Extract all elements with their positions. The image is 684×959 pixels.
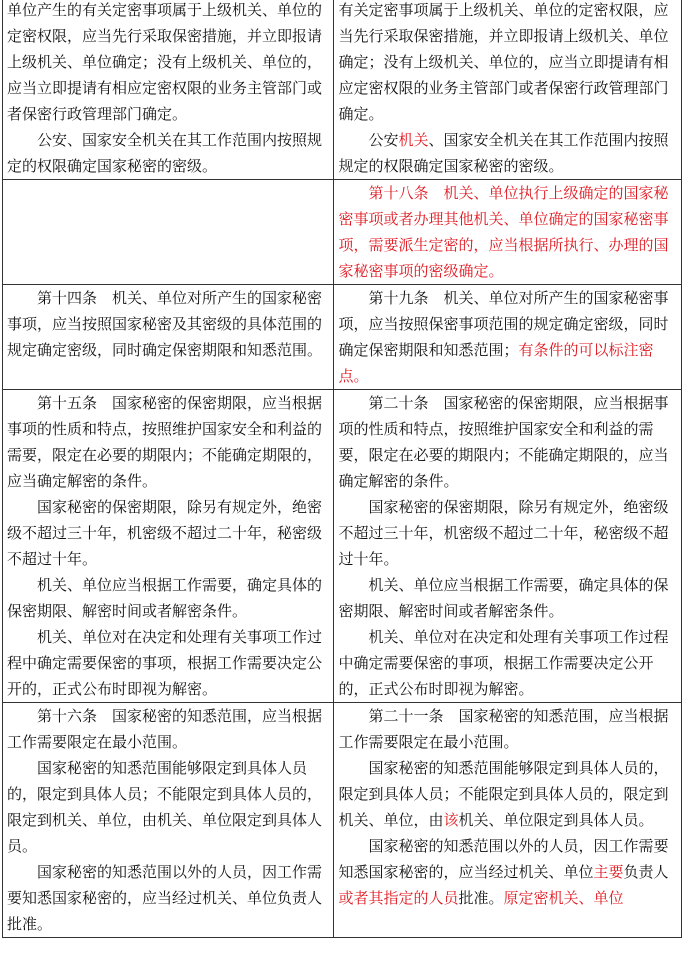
- article-paragraph: [7, 390, 329, 494]
- article-paragraph: [338, 180, 677, 284]
- amended-text: 或者其指定的人员: [338, 889, 459, 907]
- amended-text: 第十八条 机关、单位执行上级确定的国家秘密事项或者办理其他机关、单位确定的国家秘密事项，需要派生定密的，应当根据所执行、办理的国家秘密事项的密级确定。: [338, 184, 669, 280]
- paragraph-text: 机关、单位限定到具体人员。: [458, 811, 654, 829]
- paragraph-text: 单位产生的有关定密事项属于上级机关、单位的定密权限，应当先行采取保密措施，并立即报请上级机关、单位确定；没有上级机关、单位的，应当立即提请有相应定密权限的业务主管部门或者保密行政管理部门确定。: [7, 1, 323, 123]
- article-paragraph: [338, 0, 677, 127]
- paragraph-text: 国家秘密的知悉范围以外的人员，因工作需要知悉国家秘密的，应当经过机关、单位: [338, 837, 669, 881]
- article-paragraph: [7, 703, 329, 755]
- amended-text: 该: [443, 811, 459, 829]
- paragraph-text: 第二十一条 国家秘密的知悉范围，应当根据工作需要限定在最小范围。: [338, 707, 669, 751]
- table-row: [3, 390, 682, 703]
- table-row: [3, 0, 682, 180]
- paragraph-text: 、国家安全机关在其工作范围内按照规定的权限确定国家秘密的密级。: [338, 131, 669, 175]
- article-paragraph: [338, 285, 677, 389]
- new-text-cell: [334, 180, 682, 285]
- article-paragraph: [7, 755, 329, 859]
- new-text-cell: [334, 390, 682, 703]
- paragraph-text: 负责人: [623, 863, 669, 881]
- paragraph-text: 机关、单位对在决定和处理有关事项工作过程中确定需要保密的事项，根据工作需要决定公开的，正式公布时即视为解密。: [338, 628, 669, 698]
- table-row: [3, 180, 682, 285]
- old-text-cell: [3, 390, 334, 703]
- article-paragraph: [338, 390, 677, 494]
- paragraph-text: 国家秘密的保密期限，除另有规定外，绝密级不超过三十年，机密级不超过二十年，秘密级不超过十年。: [338, 498, 669, 568]
- paragraph-text: 国家秘密的保密期限，除另有规定外，绝密级不超过三十年，机密级不超过二十年，秘密级不超过十年。: [7, 498, 323, 568]
- paragraph-text: 第十四条 机关、单位对所产生的国家秘密事项，应当按照国家秘密及其密级的具体范围的规定确定密级，同时确定保密期限和知悉范围。: [7, 289, 323, 359]
- paragraph-text: 第十六条 国家秘密的知悉范围，应当根据工作需要限定在最小范围。: [7, 707, 323, 751]
- article-paragraph: [7, 494, 329, 572]
- article-paragraph: [338, 572, 677, 624]
- paragraph-text: 机关、单位对在决定和处理有关事项工作过程中确定需要保密的事项，根据工作需要决定公开的，正式公布时即视为解密。: [7, 628, 323, 698]
- old-text-cell: [3, 703, 334, 938]
- old-text-cell: [3, 0, 334, 180]
- amended-text: 机关: [398, 131, 429, 149]
- amended-text: 有条件的可以标注密点。: [338, 341, 654, 385]
- article-paragraph: [338, 127, 677, 179]
- article-paragraph: [7, 572, 329, 624]
- paragraph-text: 国家秘密的知悉范围能够限定到具体人员的，限定到具体人员；不能限定到具体人员的，限定到机关、单位，由: [338, 759, 669, 829]
- new-text-cell: [334, 0, 682, 180]
- paragraph-text: 机关、单位应当根据工作需要，确定具体的保密期限、解密时间或者解密条件。: [7, 576, 323, 620]
- article-paragraph: [338, 755, 677, 833]
- new-text-cell: [334, 285, 682, 390]
- article-paragraph: [338, 494, 677, 572]
- amended-text: 原定密机关、单位: [503, 889, 624, 907]
- law-comparison-table: [2, 0, 682, 938]
- table-body: [3, 0, 682, 938]
- amended-text: 主要: [593, 863, 624, 881]
- paragraph-text: 国家秘密的知悉范围能够限定到具体人员的，限定到具体人员；不能限定到具体人员的，限定到机关、单位，由机关、单位限定到具体人员。: [7, 759, 323, 855]
- empty-cell: [3, 180, 334, 285]
- paragraph-text: 批准。: [458, 889, 504, 907]
- article-paragraph: [7, 127, 329, 179]
- old-text-cell: [3, 285, 334, 390]
- paragraph-text: 第十九条 机关、单位对所产生的国家秘密事项，应当按照保密事项范围的规定确定密级，同时确定保密期限和知悉范围；: [338, 289, 669, 359]
- article-paragraph: [7, 0, 329, 127]
- article-paragraph: [338, 833, 677, 911]
- paragraph-text: 有关定密事项属于上级机关、单位的定密权限，应当先行采取保密措施，并立即报请上级机关、单位确定；没有上级机关、单位的，应当立即提请有相应定密权限的业务主管部门或者保密行政管理部门确定。: [338, 1, 669, 123]
- paragraph-text: 公安、国家安全机关在其工作范围内按照规定的权限确定国家秘密的密级。: [7, 131, 323, 175]
- paragraph-text: 第二十条 国家秘密的保密期限，应当根据事项的性质和特点，按照维护国家安全和利益的需要，限定在必要的期限内；不能确定期限的，应当确定解密的条件。: [338, 394, 669, 490]
- table-row: [3, 703, 682, 938]
- paragraph-text: 机关、单位应当根据工作需要，确定具体的保密期限、解密时间或者解密条件。: [338, 576, 669, 620]
- article-paragraph: [338, 703, 677, 755]
- article-paragraph: [7, 285, 329, 363]
- paragraph-text: 公安: [368, 131, 399, 149]
- article-paragraph: [338, 624, 677, 702]
- paragraph-text: 第十五条 国家秘密的保密期限，应当根据事项的性质和特点，按照维护国家安全和利益的需要，限定在必要的期限内；不能确定期限的，应当确定解密的条件。: [7, 394, 323, 490]
- paragraph-text: 国家秘密的知悉范围以外的人员，因工作需要知悉国家秘密的，应当经过机关、单位负责人批准。: [7, 863, 323, 933]
- table-row: [3, 285, 682, 390]
- article-paragraph: [7, 624, 329, 702]
- new-text-cell: [334, 703, 682, 938]
- article-paragraph: [7, 859, 329, 937]
